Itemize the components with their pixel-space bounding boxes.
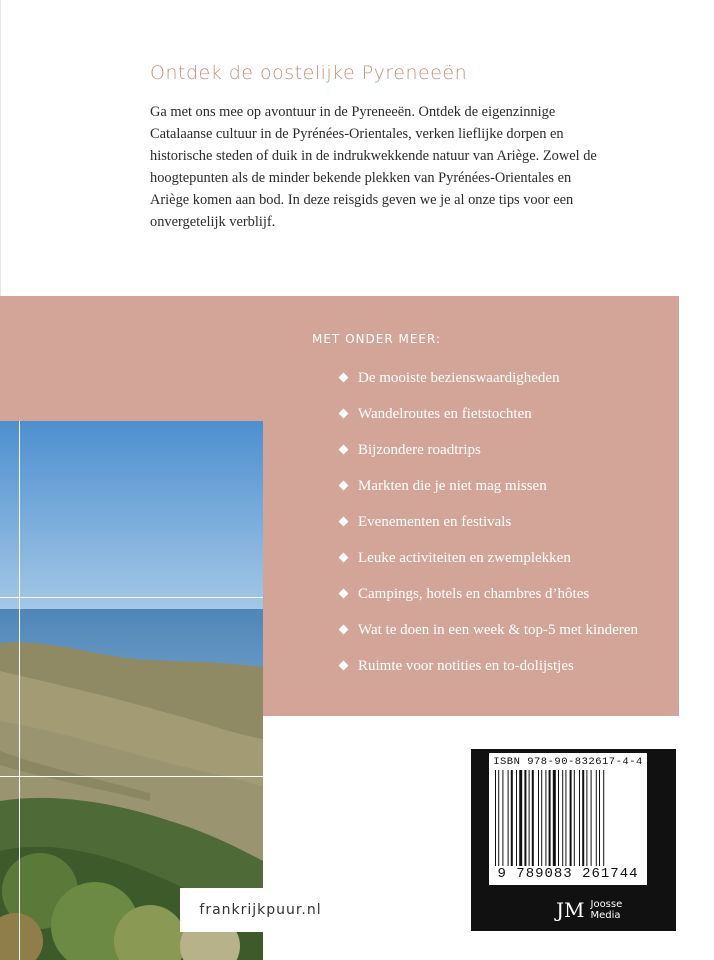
feature-list [340, 366, 638, 690]
diamond-bullet-icon [339, 589, 349, 599]
list-item: Campings, hotels en chambres d’hôtes [340, 582, 638, 618]
diamond-bullet-icon [339, 481, 349, 491]
diamond-bullet-icon [339, 553, 349, 563]
list-item: Bijzondere roadtrips [340, 438, 638, 474]
list-item: Leuke activiteiten en zwemplekken [340, 546, 638, 582]
photo-grid-line [0, 597, 263, 598]
list-item: Markten die je niet mag missen [340, 474, 638, 510]
publisher-mark: JM [556, 898, 585, 922]
list-item: De mooiste bezienswaardigheden [340, 366, 638, 402]
diamond-bullet-icon [339, 445, 349, 455]
list-item: Wat te doen in een week & top-5 met kinderen [340, 618, 638, 654]
list-item: Ruimte voor notities en to-dolijstjes [340, 654, 638, 690]
photo-grid-line [0, 776, 263, 777]
landscape-photo [0, 421, 263, 960]
photo-grid-line [19, 421, 20, 960]
list-item: Wandelroutes en fietstochten [340, 402, 638, 438]
intro-paragraph: Ga met ons mee op avontuur in de Pyreneeën. Ontdek de eigenzinnige Catalaanse cultuur in de Pyrénées-Orientales, verken lieflijke dorpen en historische steden of duik in de indrukwekkende natuur van Ariège. Zowel de hoogtepunten als de minder bekende plekken van Pyrénées-Orientales en Ariège komen aan bod. In deze reisgids geven we je al onze tips voor een onvergetelijk verblijf. [150, 104, 597, 230]
page-heading: Ontdek de oostelijke Pyreneeën [150, 62, 468, 84]
list-item: Evenementen en festivals [340, 510, 638, 546]
publisher-logo [556, 898, 622, 922]
diamond-bullet-icon [339, 661, 349, 671]
isbn-label: ISBN 978-90-832617-4-4 [493, 756, 643, 768]
publisher-name: Joosse Media [590, 899, 623, 921]
diamond-bullet-icon [339, 409, 349, 419]
features-heading: MET ONDER MEER: [312, 332, 442, 346]
diamond-bullet-icon [339, 373, 349, 383]
website-label: frankrijkpuur.nl [180, 888, 341, 932]
diamond-bullet-icon [339, 517, 349, 527]
diamond-bullet-icon [339, 625, 349, 635]
ean-digits: 9 789083 261744 [497, 866, 639, 882]
barcode-icon [495, 770, 641, 866]
